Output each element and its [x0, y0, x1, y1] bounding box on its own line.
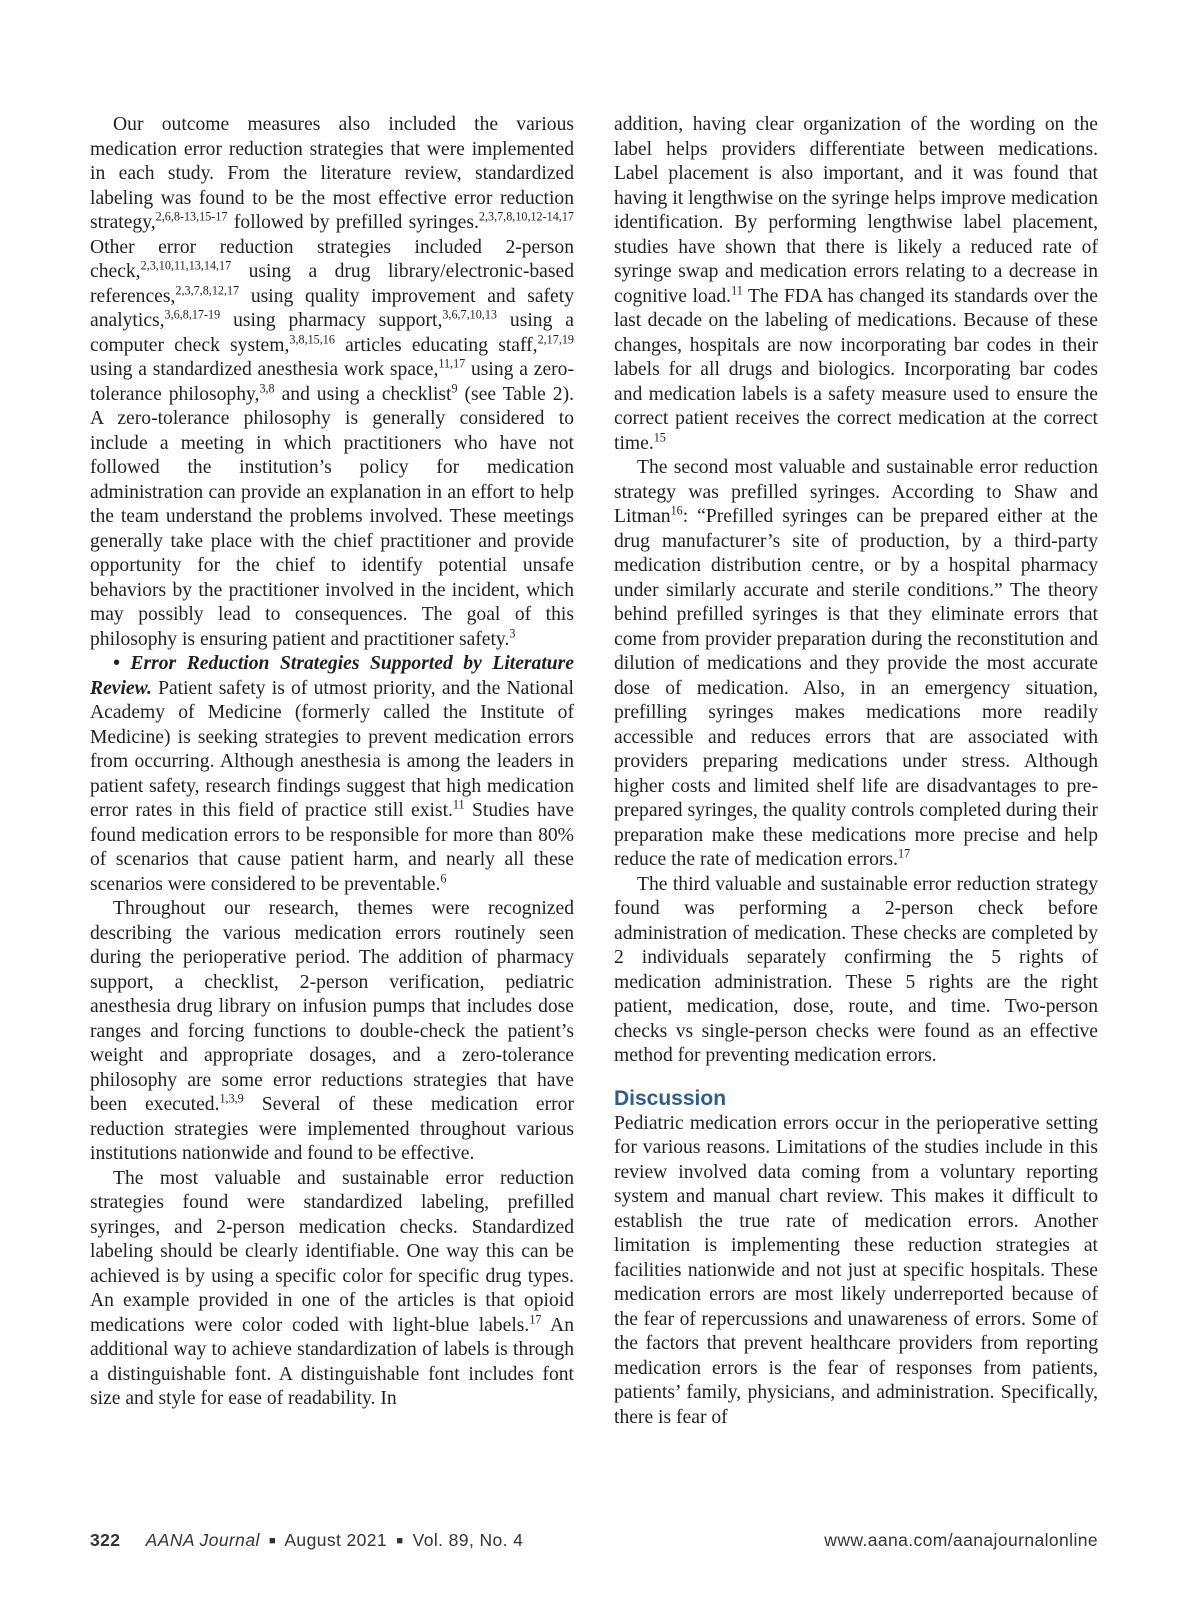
citation-ref: 11 [452, 797, 465, 812]
paragraph: Throughout our research, themes were recognized describing the various medication errors routinely seen during the perioperative period. The addition of pharmacy support, a checklist, 2-person verification, pediatric anesthesia drug library on infusion pumps that includes dose ranges and forcing functions to double-check the patient’s weight and appropriate dosages, and a zero-tolerance philosophy are some error reductions strategies that have been executed.$^{1,3,9}$ Several of these medication error reduction strategies were implemented throughout various institutions nationwide and found to be effective. [90, 898, 574, 1164]
citation-ref: 6 [440, 871, 447, 886]
page-number: 322 [90, 1530, 121, 1550]
left-column [90, 113, 574, 1412]
section-heading-discussion: Discussion [614, 1086, 727, 1110]
separator-icon: ■ [269, 1535, 277, 1547]
paragraph: Our outcome measures also included the various medication error reduction strategies that were implemented in each study. From the literature review, standardized labeling was found to be the most effective error reduction strategy,$^{2,6,8-13,15-17}$ followed by prefilled syringes.$^{2,3,7,8,10,12-14,17}$ Other error reduction strategies included 2-person check,$^{2,3,10,11,13,14,17}$ using a drug library/electronic-based references,$^{2,3,7,8,12,17}$ using quality improvement and safety analytics,$^{3,6,8,17-19}$ using pharmacy support,$^{3,6,7,10,13}$ using a computer check system,$^{3,8,15,16}$ articles educating staff,$^{2,17,19}$ using a standardized anesthesia work space,$^{11,17}$ using a zero-tolerance philosophy,$^{3,8}$ and using a checklist$^9$ (see Table 2). A zero-tolerance philosophy is generally considered to include a meeting in which practitioners who have not followed the institution’s policy for medication administration can provide an explanation in an effort to help the team understand the problems involved. These meetings generally take place with the chief practitioner and provide opportunity for the chief to identify potential unsafe behaviors by the practitioner involved in the incident, which may possibly lead to consequences. The goal of this philosophy is ensuring patient and practitioner safety.$^3$ [90, 114, 574, 650]
citation-ref: 2,3,7,8,10,12-14,17 [478, 209, 574, 224]
citation-ref: 2,6,8-13,15-17 [155, 209, 228, 224]
paragraph [90, 652, 574, 897]
bullet-heading: • Error Reduction Strategies Supported by Literature Review. [90, 653, 574, 699]
paragraph-body: Patient safety is of utmost priority, and the National Academy of Medicine (formerly called the Institute of Medicine) is seeking strategies to prevent medication errors from occurring. Although anesthesia is among the leaders in patient safety, research findings suggest that high medication error rates in this field of practice still exist.$^{11}$ Studies have found medication errors to be responsible for more than 80% of scenarios that cause patient harm, and nearly all these scenarios were considered to be preventable.$^6$ [90, 677, 575, 895]
paragraph: The third valuable and sustainable error reduction strategy found was performing a 2-person check before administration of medication. These checks are completed by 2 individuals separately confirming the 5 rights of medication administration. These 5 rights are the right patient, medication, dose, route, and time. Two-person checks vs single-person checks were found as an effective method for preventing medication errors. [614, 873, 1098, 1066]
citation-ref: 9 [451, 381, 458, 396]
citation-ref: 15 [653, 430, 666, 445]
issue-date: August 2021 [284, 1530, 388, 1550]
citation-ref: 17 [529, 1312, 542, 1327]
citation-ref: 3,6,8,17-19 [164, 307, 221, 322]
separator-icon: ■ [396, 1535, 404, 1547]
right-column [614, 113, 1098, 1430]
journal-name: AANA Journal [145, 1530, 260, 1550]
paragraph: Pediatric medication errors occur in the perioperative setting for various reasons. Limitations of the studies include in this review involved data coming from a voluntary reporting system and manual chart review. This makes it difficult to establish the true rate of medication errors. Another limitation is implementing these reduction strategies at facilities nationwide and not just at specific hospitals. These medication errors are most likely underreported because of the fear of repercussions and unawareness of errors. Some of the factors that prevent healthcare providers from reporting medication errors is the fear of responses from patients, patients’ family, physicians, and administration. Specifically, there is fear of [614, 1112, 1098, 1428]
paragraph: addition, having clear organization of the wording on the label helps providers differentiate between medications. Label placement is also important, and it was found that having it lengthwise on the syringe helps improve medication identification. By performing lengthwise label placement, studies have shown that there is likely a reduced rate of syringe swap and medication errors relating to a decrease in cognitive load.$^{11}$ The FDA has changed its standards over the last decade on the labeling of medications. Because of these changes, hospitals are now incorporating bar codes in their labels for all drugs and biologics. Incorporating bar codes and medication labels is a safety measure used to ensure the correct patient receives the correct medication at the correct time.$^{15}$ [614, 114, 1098, 454]
citation-ref: 2,3,10,11,13,14,17 [140, 258, 232, 273]
page-footer [90, 1530, 1098, 1551]
citation-ref: 3,8 [259, 381, 275, 396]
citation-ref: 11 [731, 283, 743, 298]
citation-ref: 11,17 [438, 356, 466, 371]
citation-ref: 3,6,7,10,13 [442, 307, 497, 322]
citation-ref: 2,3,7,8,12,17 [175, 283, 240, 298]
citation-ref: 2,17,19 [537, 332, 574, 347]
citation-ref: 17 [897, 846, 911, 861]
paragraph: The most valuable and sustainable error reduction strategies found were standardized labeling, prefilled syringes, and 2-person medication checks. Standardized labeling should be clearly identifiable. One way this can be achieved is by using a specific color for specific drug types. An example provided in one of the articles is that opioid medications were color coded with light-blue labels.$^{17}$ An additional way to achieve standardization of labels is through a distinguishable font. A distinguishable font includes font size and style for ease of readability. In [90, 1167, 574, 1409]
citation-ref: 3 [509, 626, 516, 641]
paragraph: The second most valuable and sustainable error reduction strategy was prefilled syringes. According to Shaw and Litman$^{16}$: “Prefilled syringes can be prepared either at the drug manufacturer’s site of production, by a third-party medication distribution centre, or by a hospital pharmacy under similarly accurate and sterile conditions.” The theory behind prefilled syringes is that they eliminate errors that come from provider preparation during the reconstitution and dilution of medications and they provide the most accurate dose of medication. Also, in an emergency situation, prefilling syringes makes medications more readily accessible and reduces errors that are associated with providers preparing medications under stress. Although higher costs and limited shelf life are disadvantages to pre-prepared syringes, the quality controls completed during their preparation make these medications more precise and help reduce the rate of medication errors.$^{17}$ [614, 457, 1098, 870]
citation-ref: 1,3,9 [219, 1091, 244, 1106]
citation-ref: 16 [670, 503, 683, 518]
volume-issue: Vol. 89, No. 4 [412, 1530, 524, 1550]
journal-url[interactable]: www.aana.com/aanajournalonline [824, 1530, 1098, 1550]
citation-ref: 3,8,15,16 [289, 332, 335, 347]
